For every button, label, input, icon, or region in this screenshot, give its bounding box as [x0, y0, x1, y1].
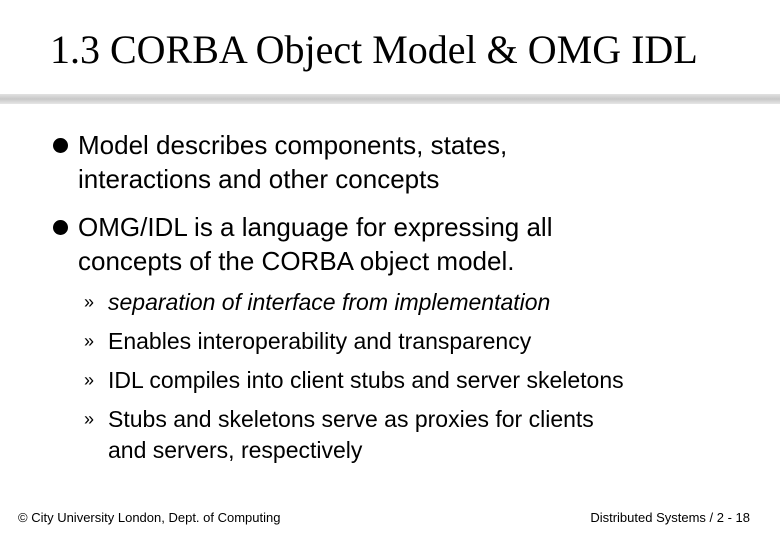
- sub-bullet-line: Stubs and skeletons serve as proxies for clients: [108, 406, 594, 432]
- title-divider: [0, 94, 780, 104]
- sub-bullet-marker-icon: »: [84, 292, 95, 312]
- sub-bullet-line: separation of interface from implementation: [108, 289, 551, 315]
- bullet-line: interactions and other concepts: [78, 164, 440, 194]
- sub-bullet-stubs-skeletons: [84, 404, 594, 466]
- sub-bullet-line: IDL compiles into client stubs and server skeletons: [108, 367, 624, 393]
- sub-bullet-interoperability: [84, 326, 532, 357]
- sub-bullet-marker-icon: »: [84, 331, 95, 351]
- bullet-line: Model describes components, states,: [78, 130, 508, 160]
- sub-bullet-line: Enables interoperability and transparency: [108, 328, 532, 354]
- sub-bullet-marker-icon: »: [84, 409, 95, 429]
- footer-copyright: © City University London, Dept. of Computing: [18, 510, 281, 525]
- bullet-line: concepts of the CORBA object model.: [78, 246, 515, 276]
- bullet-dot-icon: [53, 138, 68, 153]
- sub-bullet-separation: [84, 287, 551, 318]
- bullet-item-omg-idl: [78, 210, 553, 278]
- footer-page-number: Distributed Systems / 2 - 18: [590, 510, 750, 525]
- slide-title: 1.3 CORBA Object Model & OMG IDL: [50, 27, 698, 72]
- bullet-dot-icon: [53, 220, 68, 235]
- bullet-line: OMG/IDL is a language for expressing all: [78, 212, 553, 242]
- sub-bullet-line: and servers, respectively: [108, 437, 363, 463]
- bullet-item-model: [78, 128, 507, 196]
- sub-bullet-idl-compiles: [84, 365, 624, 396]
- sub-bullet-marker-icon: »: [84, 370, 95, 390]
